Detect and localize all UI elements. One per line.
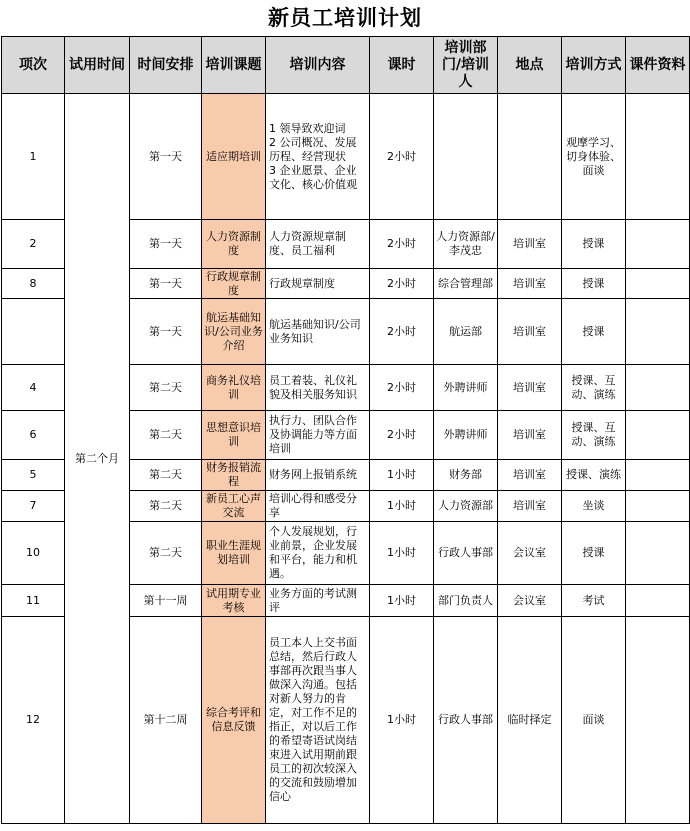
table-row [2, 94, 690, 220]
cell-content: 执行力、团队合作及协调能力等方面培训 [266, 411, 370, 460]
cell-materials [626, 269, 690, 299]
cell-no: 5 [2, 460, 65, 491]
cell-schedule: 第一天 [130, 220, 202, 269]
cell-content: 行政规章制度 [266, 269, 370, 299]
cell-schedule: 第二天 [130, 365, 202, 411]
cell-topic: 商务礼仪培训 [202, 365, 266, 411]
header-trial-period: 试用时间 [65, 37, 130, 94]
cell-schedule: 第十二周 [130, 617, 202, 824]
cell-dept: 综合管理部 [434, 269, 498, 299]
cell-topic: 行政规章制度 [202, 269, 266, 299]
cell-hours: 2小时 [370, 411, 434, 460]
sheet-title: 新员工培训计划 [268, 5, 422, 30]
cell-topic: 财务报销流程 [202, 460, 266, 491]
cell-topic: 综合考评和信息反馈 [202, 617, 266, 824]
header-no: 项次 [2, 37, 65, 94]
training-plan-table [1, 36, 690, 824]
header-content: 培训内容 [266, 37, 370, 94]
cell-no: 12 [2, 617, 65, 824]
cell-place: 临时择定 [498, 617, 562, 824]
cell-dept: 财务部 [434, 460, 498, 491]
cell-topic: 适应期培训 [202, 94, 266, 220]
cell-materials [626, 460, 690, 491]
cell-no [2, 299, 65, 365]
cell-materials [626, 411, 690, 460]
cell-method: 授课 [562, 299, 626, 365]
cell-dept: 人力资源部 [434, 491, 498, 522]
header-dept: 培训部门/培训人 [434, 37, 498, 94]
cell-place: 培训室 [498, 491, 562, 522]
cell-materials [626, 617, 690, 824]
cell-schedule: 第二天 [130, 491, 202, 522]
cell-schedule: 第一天 [130, 269, 202, 299]
cell-dept: 外聘讲师 [434, 365, 498, 411]
cell-method: 授课、互动、演练 [562, 365, 626, 411]
cell-materials [626, 220, 690, 269]
cell-topic: 思想意识培训 [202, 411, 266, 460]
cell-no: 7 [2, 491, 65, 522]
cell-place: 会议室 [498, 522, 562, 585]
cell-trial-period: 第二个月 [65, 94, 130, 824]
cell-content: 业务方面的考试测评 [266, 585, 370, 617]
cell-method: 面谈 [562, 617, 626, 824]
cell-dept: 外聘讲师 [434, 411, 498, 460]
cell-schedule: 第二天 [130, 522, 202, 585]
cell-no: 6 [2, 411, 65, 460]
cell-materials [626, 94, 690, 220]
cell-place: 培训室 [498, 460, 562, 491]
cell-hours: 2小时 [370, 220, 434, 269]
cell-schedule: 第一天 [130, 299, 202, 365]
header-schedule: 时间安排 [130, 37, 202, 94]
cell-topic: 人力资源制度 [202, 220, 266, 269]
header-row [2, 37, 690, 94]
cell-method: 授课 [562, 220, 626, 269]
cell-content: 个人发展规划，行业前景，企业发展和平台，能力和机遇。 [266, 522, 370, 585]
cell-dept [434, 94, 498, 220]
cell-content: 培训心得和感受分享 [266, 491, 370, 522]
cell-place [498, 94, 562, 220]
cell-dept: 部门负责人 [434, 585, 498, 617]
cell-method: 授课 [562, 522, 626, 585]
cell-method: 授课、互动、演练 [562, 411, 626, 460]
header-materials: 课件资料 [626, 37, 690, 94]
cell-hours: 1小时 [370, 617, 434, 824]
cell-topic: 航运基础知识/公司业务介绍 [202, 299, 266, 365]
cell-place: 培训室 [498, 299, 562, 365]
cell-topic: 职业生涯规划培训 [202, 522, 266, 585]
cell-no: 2 [2, 220, 65, 269]
cell-content: 财务网上报销系统 [266, 460, 370, 491]
cell-materials [626, 522, 690, 585]
cell-no: 1 [2, 94, 65, 220]
cell-content: 人力资源规章制度、员工福利 [266, 220, 370, 269]
cell-method: 考试 [562, 585, 626, 617]
cell-schedule: 第二天 [130, 411, 202, 460]
cell-schedule: 第二天 [130, 460, 202, 491]
cell-topic: 新员工心声交流 [202, 491, 266, 522]
cell-schedule: 第十一周 [130, 585, 202, 617]
cell-content: 1 领导致欢迎词 2 公司概况、发展历程、经营现状 3 企业愿景、企业文化、核心价值观 [266, 94, 370, 220]
cell-dept: 行政人事部 [434, 617, 498, 824]
cell-hours: 1小时 [370, 491, 434, 522]
cell-hours: 2小时 [370, 94, 434, 220]
cell-dept: 行政人事部 [434, 522, 498, 585]
cell-content: 航运基础知识/公司业务知识 [266, 299, 370, 365]
cell-materials [626, 585, 690, 617]
header-method: 培训方式 [562, 37, 626, 94]
cell-place: 会议室 [498, 585, 562, 617]
cell-hours: 1小时 [370, 522, 434, 585]
cell-schedule: 第一天 [130, 94, 202, 220]
header-place: 地点 [498, 37, 562, 94]
cell-hours: 2小时 [370, 365, 434, 411]
cell-dept: 航运部 [434, 299, 498, 365]
cell-method: 坐谈 [562, 491, 626, 522]
cell-materials [626, 299, 690, 365]
cell-topic: 试用期专业考核 [202, 585, 266, 617]
cell-place: 培训室 [498, 411, 562, 460]
cell-method: 观摩学习、切身体验、面谈 [562, 94, 626, 220]
cell-hours: 2小时 [370, 299, 434, 365]
cell-method: 授课、演练 [562, 460, 626, 491]
cell-no: 10 [2, 522, 65, 585]
cell-materials [626, 491, 690, 522]
cell-hours: 1小时 [370, 585, 434, 617]
cell-dept: 人力资源部/ 李茂忠 [434, 220, 498, 269]
cell-content: 员工着装、礼仪礼貌及相关服务知识 [266, 365, 370, 411]
cell-materials [626, 365, 690, 411]
cell-no: 11 [2, 585, 65, 617]
cell-no: 8 [2, 269, 65, 299]
cell-hours: 2小时 [370, 269, 434, 299]
cell-no: 4 [2, 365, 65, 411]
cell-place: 培训室 [498, 365, 562, 411]
cell-method: 授课 [562, 269, 626, 299]
cell-content: 员工本人上交书面总结，然后行政人事部再次跟当事人做深入沟通。包括对新人努力的肯定，对工作不足的指正，对以后工作的希望寄语试岗结束进入试用期前跟员工的初次较深入的交流和鼓励增加信心 [266, 617, 370, 824]
cell-place: 培训室 [498, 269, 562, 299]
header-topic: 培训课题 [202, 37, 266, 94]
header-hours: 课时 [370, 37, 434, 94]
cell-place: 培训室 [498, 220, 562, 269]
cell-hours: 1小时 [370, 460, 434, 491]
